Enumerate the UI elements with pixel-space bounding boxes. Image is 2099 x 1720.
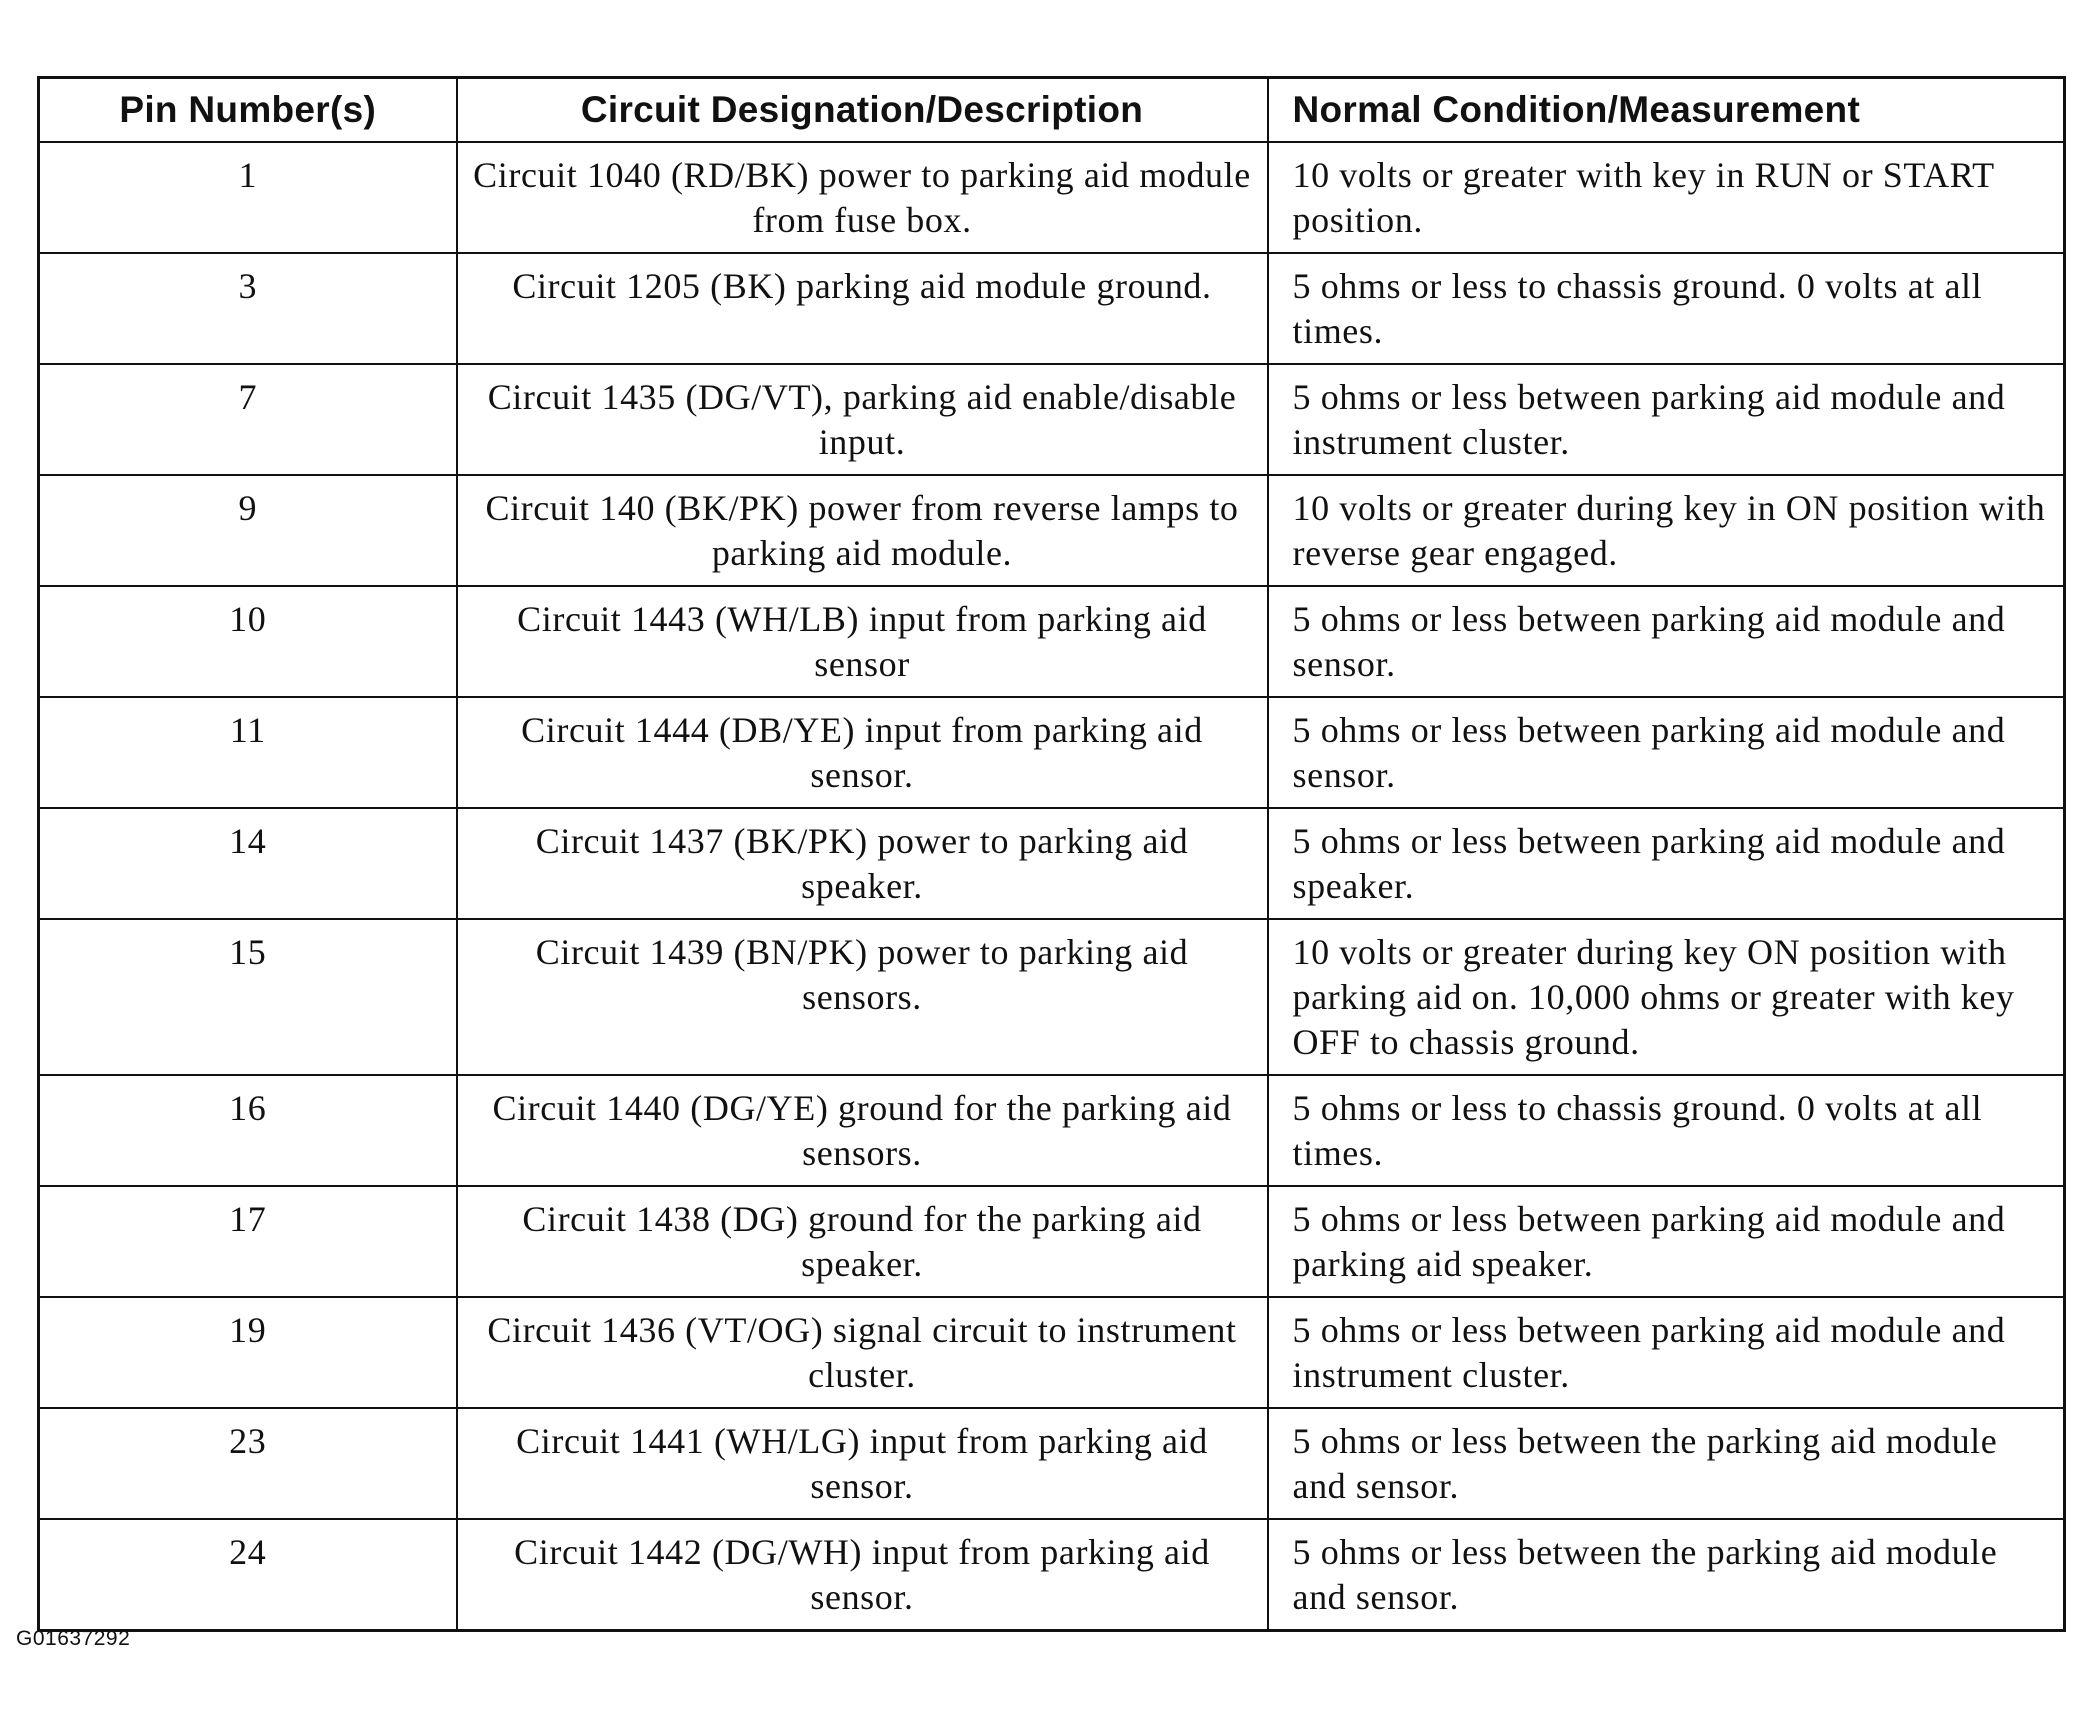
pin-number-cell: 9 [39,475,457,586]
pin-number-cell: 10 [39,586,457,697]
figure-id-label: G01637292 [16,1627,131,1650]
pin-number-cell: 16 [39,1075,457,1186]
normal-condition-cell: 5 ohms or less between parking aid module and parking aid speaker. [1268,1186,2065,1297]
header-circuit-description: Circuit Designation/Description [457,78,1268,143]
pin-number-cell: 23 [39,1408,457,1519]
normal-condition-cell: 10 volts or greater during key ON position with parking aid on. 10,000 ohms or greater with key OFF to chassis ground. [1268,919,2065,1075]
circuit-description-cell: Circuit 1438 (DG) ground for the parking aid speaker. [457,1186,1268,1297]
normal-condition-cell: 5 ohms or less to chassis ground. 0 volts at all times. [1268,1075,2065,1186]
normal-condition-cell: 5 ohms or less between parking aid module and speaker. [1268,808,2065,919]
normal-condition-cell: 5 ohms or less between parking aid module and sensor. [1268,586,2065,697]
normal-condition-cell: 5 ohms or less between parking aid module and sensor. [1268,697,2065,808]
pin-number-cell: 15 [39,919,457,1075]
circuit-description-cell: Circuit 1442 (DG/WH) input from parking aid sensor. [457,1519,1268,1631]
pinout-table-container [37,76,2063,1632]
normal-condition-cell: 10 volts or greater during key in ON position with reverse gear engaged. [1268,475,2065,586]
circuit-description-cell: Circuit 1040 (RD/BK) power to parking aid module from fuse box. [457,142,1268,253]
pin-number-cell: 14 [39,808,457,919]
table-row [39,1519,2065,1631]
table-row [39,919,2065,1075]
pin-number-cell: 19 [39,1297,457,1408]
circuit-description-cell: Circuit 1443 (WH/LB) input from parking aid sensor [457,586,1268,697]
pin-number-cell: 17 [39,1186,457,1297]
table-row [39,142,2065,253]
table-row [39,1297,2065,1408]
table-row [39,586,2065,697]
pin-number-cell: 3 [39,253,457,364]
table-row [39,1075,2065,1186]
circuit-description-cell: Circuit 1437 (BK/PK) power to parking aid speaker. [457,808,1268,919]
circuit-description-cell: Circuit 1436 (VT/OG) signal circuit to instrument cluster. [457,1297,1268,1408]
table-row [39,253,2065,364]
circuit-description-cell: Circuit 1439 (BN/PK) power to parking aid sensors. [457,919,1268,1075]
circuit-description-cell: Circuit 1440 (DG/YE) ground for the parking aid sensors. [457,1075,1268,1186]
circuit-description-cell: Circuit 1444 (DB/YE) input from parking aid sensor. [457,697,1268,808]
circuit-description-cell: Circuit 1435 (DG/VT), parking aid enable/disable input. [457,364,1268,475]
normal-condition-cell: 5 ohms or less between parking aid module and instrument cluster. [1268,364,2065,475]
normal-condition-cell: 5 ohms or less to chassis ground. 0 volts at all times. [1268,253,2065,364]
table-row [39,1408,2065,1519]
normal-condition-cell: 10 volts or greater with key in RUN or START position. [1268,142,2065,253]
normal-condition-cell: 5 ohms or less between the parking aid module and sensor. [1268,1408,2065,1519]
header-normal-condition: Normal Condition/Measurement [1268,78,2065,143]
pin-number-cell: 7 [39,364,457,475]
normal-condition-cell: 5 ohms or less between parking aid module and instrument cluster. [1268,1297,2065,1408]
header-pin-numbers: Pin Number(s) [39,78,457,143]
circuit-description-cell: Circuit 1205 (BK) parking aid module ground. [457,253,1268,364]
pin-number-cell: 1 [39,142,457,253]
table-row [39,475,2065,586]
pin-number-cell: 24 [39,1519,457,1631]
pinout-table [37,76,2066,1632]
table-row [39,808,2065,919]
pin-number-cell: 11 [39,697,457,808]
normal-condition-cell: 5 ohms or less between the parking aid module and sensor. [1268,1519,2065,1631]
table-header-row [39,78,2065,143]
circuit-description-cell: Circuit 1441 (WH/LG) input from parking aid sensor. [457,1408,1268,1519]
circuit-description-cell: Circuit 140 (BK/PK) power from reverse lamps to parking aid module. [457,475,1268,586]
table-row [39,697,2065,808]
table-row [39,1186,2065,1297]
table-row [39,364,2065,475]
